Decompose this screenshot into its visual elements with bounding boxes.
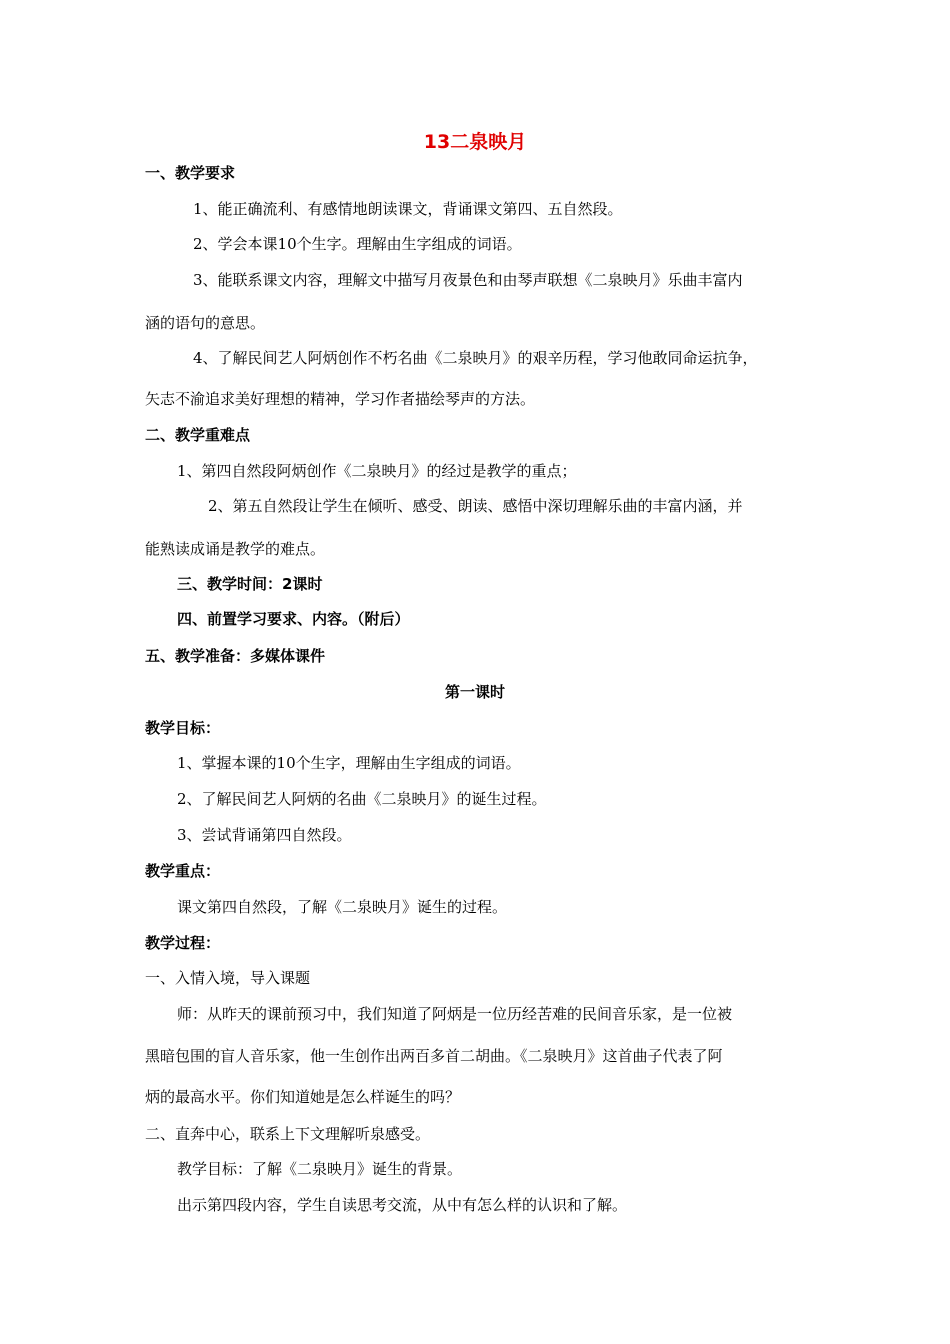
section-heading-requirements: 一、教学要求	[145, 164, 236, 182]
paragraph-line: 2、第五自然段让学生在倾听、感受、朗读、感悟中深切理解乐曲的丰富内涵，并	[208, 497, 743, 515]
paragraph-line: 2、学会本课10个生字。理解由生字组成的词语。	[193, 235, 522, 253]
section-heading-preparation: 五、教学准备：多媒体课件	[145, 647, 326, 665]
paragraph-line: 2、了解民间艺人阿炳的名曲《二泉映月》的诞生过程。	[177, 790, 547, 808]
paragraph-line: 出示第四段内容，学生自读思考交流，从中有怎么样的认识和了解。	[177, 1196, 628, 1214]
paragraph-line: 炳的最高水平。你们知道她是怎么样诞生的吗？	[145, 1088, 461, 1106]
paragraph-line: 能熟读成诵是教学的难点。	[145, 540, 326, 558]
section-heading-time: 三、教学时间：2课时	[177, 575, 323, 593]
paragraph-line: 二、直奔中心，联系上下文理解听泉感受。	[145, 1125, 431, 1143]
paragraph-line: 1、掌握本课的10个生字，理解由生字组成的词语。	[177, 754, 521, 772]
paragraph-line: 1、第四自然段阿炳创作《二泉映月》的经过是教学的重点；	[177, 462, 577, 480]
paragraph-line: 课文第四自然段，了解《二泉映月》诞生的过程。	[177, 898, 508, 916]
paragraph-line: 教学目标：了解《二泉映月》诞生的背景。	[177, 1160, 463, 1178]
subheading-objectives: 教学目标：	[145, 719, 221, 737]
subheading-focus: 教学重点：	[145, 862, 221, 880]
paragraph-line: 师：从昨天的课前预习中，我们知道了阿炳是一位历经苦难的民间音乐家，是一位被	[177, 1005, 733, 1023]
paragraph-line: 4、了解民间艺人阿炳创作不朽名曲《二泉映月》的艰辛历程，学习他敢同命运抗争，	[193, 349, 758, 367]
paragraph-line: 3、尝试背诵第四自然段。	[177, 826, 352, 844]
section-heading-prestudy: 四、前置学习要求、内容。（附后）	[177, 610, 410, 628]
paragraph-line: 1、能正确流利、有感情地朗读课文，背诵课文第四、五自然段。	[193, 200, 623, 218]
paragraph-line: 涵的语句的意思。	[145, 314, 266, 332]
paragraph-line: 一、入情入境，导入课题	[145, 969, 311, 987]
paragraph-line: 3、能联系课文内容，理解文中描写月夜景色和由琴声联想《二泉映月》乐曲丰富内	[193, 271, 743, 289]
lesson-heading: 第一课时	[444, 683, 505, 701]
subheading-process: 教学过程：	[145, 934, 221, 952]
section-heading-key-points: 二、教学重难点	[145, 426, 251, 444]
document-title: 13二泉映月	[423, 131, 527, 153]
paragraph-line: 矢志不渝追求美好理想的精神，学习作者描绘琴声的方法。	[145, 390, 536, 408]
paragraph-line: 黑暗包围的盲人音乐家，他一生创作出两百多首二胡曲。《二泉映月》这首曲子代表了阿	[145, 1047, 723, 1065]
